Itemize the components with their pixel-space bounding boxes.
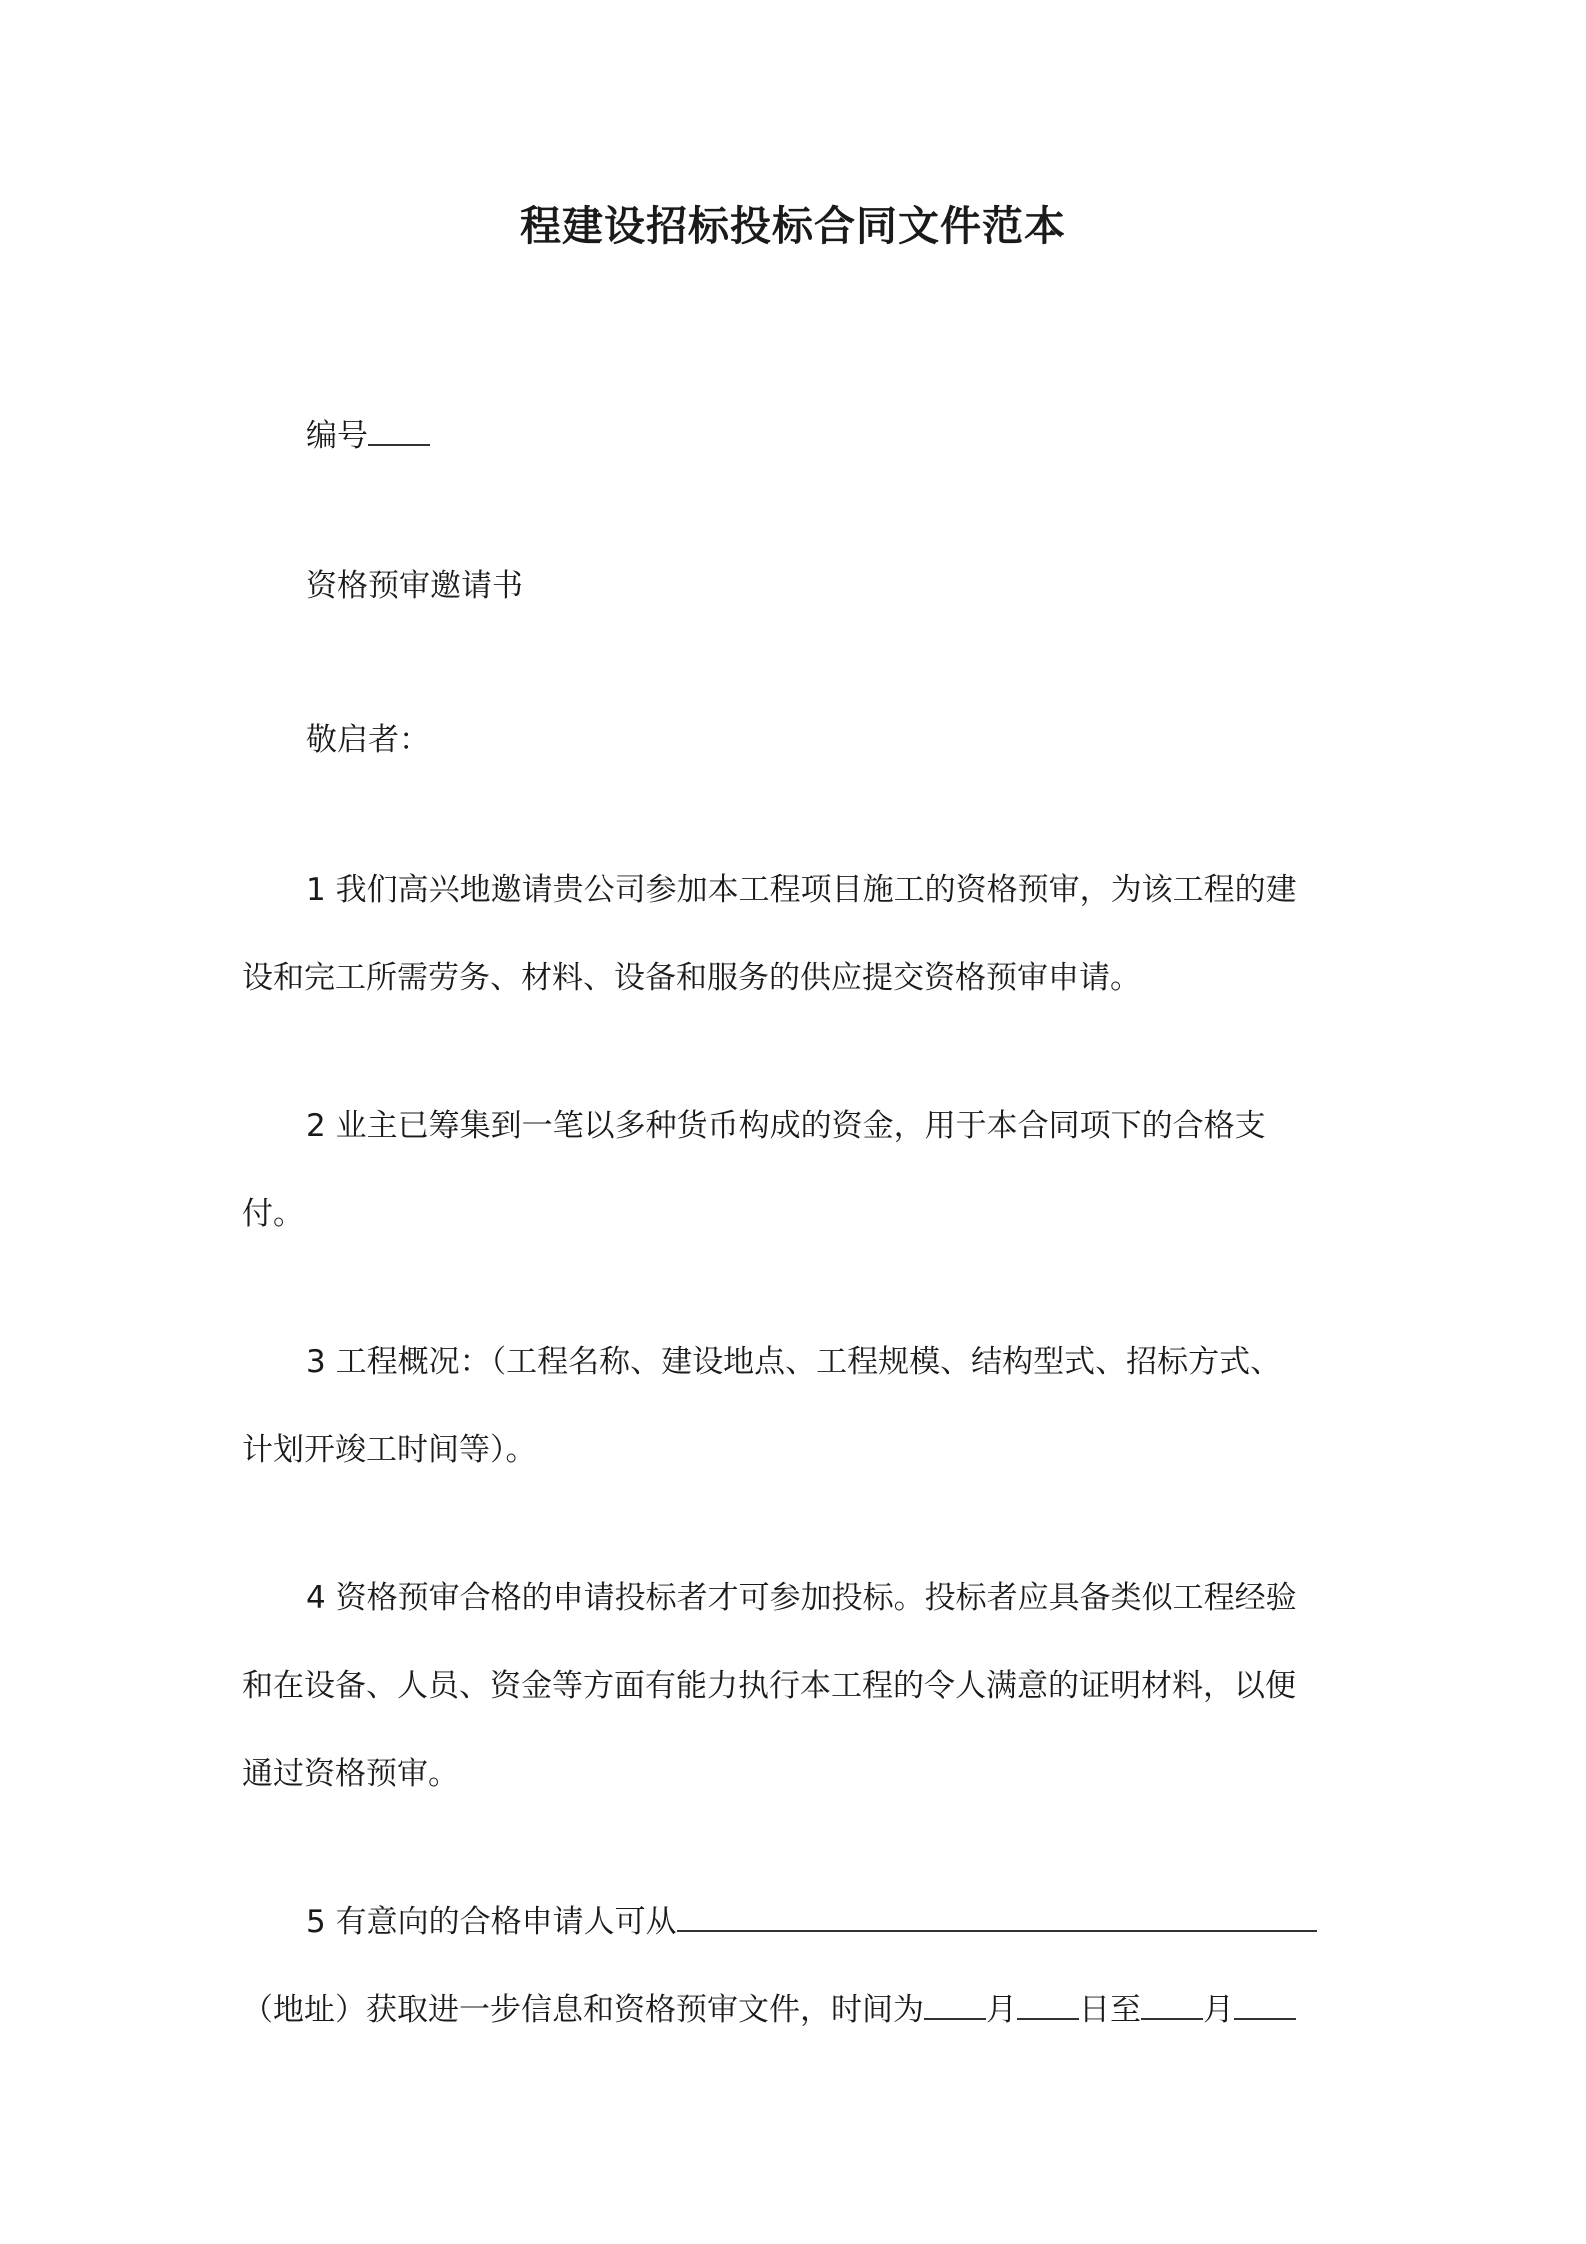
number-line [306, 414, 1406, 458]
paragraph-2-line-1: 2 业主已筹集到一笔以多种货币构成的资金，用于本合同项下的合格支 [306, 1108, 1266, 1144]
paragraph-1-line-1: 1 我们高兴地邀请贵公司参加本工程项目施工的资格预审，为该工程的建 [306, 872, 1297, 908]
month-label-2: 月 [1203, 1992, 1234, 2028]
day-to-label: 日至 [1079, 1992, 1141, 2028]
paragraph-4-line-1: 4 资格预审合格的申请投标者才可参加投标。投标者应具备类似工程经验 [306, 1580, 1297, 1616]
address-blank [677, 1900, 1317, 1932]
month-blank-1 [924, 1988, 986, 2020]
number-label: 编号 [306, 418, 368, 454]
day-blank-1 [1017, 1988, 1079, 2020]
paragraph-4-line-3: 通过资格预审。 [242, 1756, 459, 1792]
document-title: 程建设招标投标合同文件范本 [520, 202, 1066, 250]
paragraph-2-line-2: 付。 [242, 1196, 304, 1232]
paragraph-4-line-2: 和在设备、人员、资金等方面有能力执行本工程的令人满意的证明材料，以便 [242, 1668, 1296, 1704]
paragraph-3-line-2: 计划开竣工时间等）。 [242, 1432, 537, 1468]
month-blank-2 [1141, 1988, 1203, 2020]
day-blank-2 [1234, 1988, 1296, 2020]
paragraph-3-line-1: 3 工程概况：（工程名称、建设地点、工程规模、结构型式、招标方式、 [306, 1344, 1282, 1380]
paragraph-5-line-2-text: （地址）获取进一步信息和资格预审文件，时间为 [242, 1992, 924, 2028]
paragraph-5-text: 5 有意向的合格申请人可从 [306, 1904, 677, 1940]
paragraph-5-line-1 [306, 1900, 1406, 1944]
invitation-heading: 资格预审邀请书 [306, 568, 523, 604]
number-blank [368, 414, 430, 446]
salutation: 敬启者： [306, 722, 430, 758]
paragraph-1-line-2: 设和完工所需劳务、材料、设备和服务的供应提交资格预审申请。 [242, 960, 1141, 996]
paragraph-5-line-2 [242, 1988, 1342, 2032]
month-label-1: 月 [986, 1992, 1017, 2028]
